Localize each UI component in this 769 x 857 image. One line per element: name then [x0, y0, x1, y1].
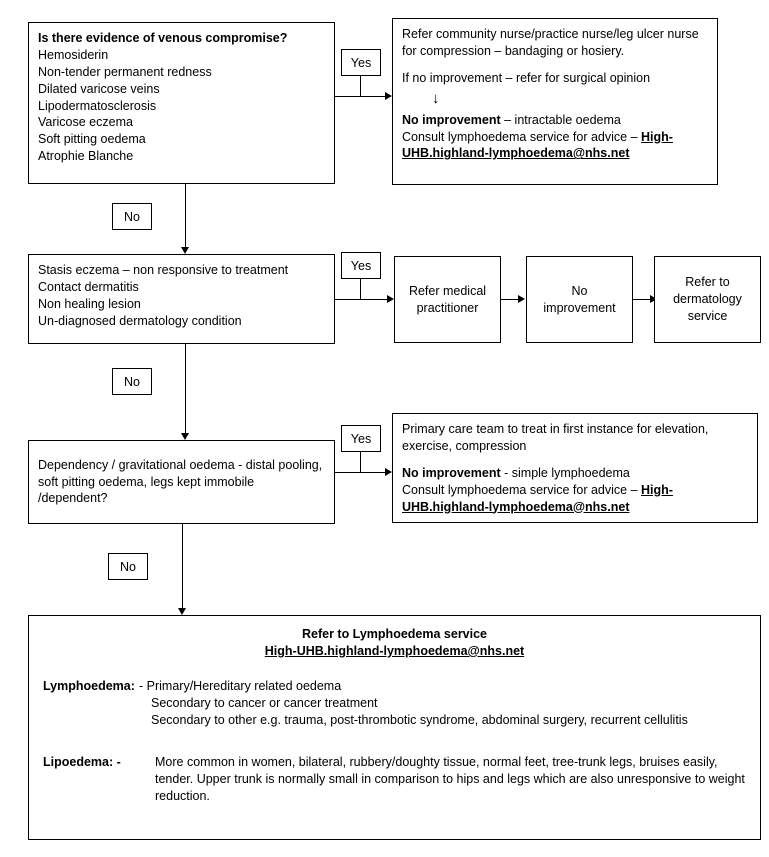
connector-label-no-2-text: No [124, 374, 140, 389]
connector-line [185, 344, 186, 433]
lipoedema-section [43, 754, 746, 805]
lymphoedema-line: - Primary/Hereditary related oedema [139, 678, 342, 693]
lymphoedema-line: Secondary to other e.g. trauma, post-thrombotic syndrome, abdominal surgery, recurrent cellulitis [151, 712, 688, 727]
venous-action-line4 [402, 129, 708, 163]
connector-label-yes-2-text: Yes [350, 258, 372, 273]
connector-line [182, 524, 183, 608]
venous-question-item: Soft pitting oedema [38, 132, 146, 147]
node-dependency-question [28, 440, 335, 524]
lymphoedema-line: Secondary to cancer or cancer treatment [151, 695, 378, 710]
connector-label-no-2 [112, 368, 152, 395]
arrow-head-icon [178, 608, 186, 615]
dependency-action-line2 [402, 465, 748, 482]
lymphoedema-label: Lymphoedema: [43, 678, 135, 693]
connector-label-no-3 [108, 553, 148, 580]
dermatology-question-item: Non healing lesion [38, 296, 141, 311]
connector-label-no-1-text: No [124, 209, 140, 224]
node-venous-compromise-question [28, 22, 335, 184]
connector-label-no-1 [112, 203, 152, 230]
connector-line [633, 299, 650, 300]
node-refer-medical-practitioner [394, 256, 501, 343]
connector-line [360, 452, 361, 472]
arrow-head-icon [181, 247, 189, 254]
connector-label-no-3-text: No [120, 559, 136, 574]
venous-question-item: Lipodermatosclerosis [38, 98, 157, 113]
venous-action-line3 [402, 112, 708, 129]
dependency-action-line3 [402, 482, 748, 516]
refer-medical-practitioner-text: Refer medical practitioner [408, 283, 487, 315]
no-improvement-text: No improvement [543, 283, 616, 315]
lipoedema-label: Lipoedema: - [43, 755, 121, 770]
lymphoedema-email-link[interactable]: High-UHB.highland-lymphoedema@nhs.net [402, 129, 673, 161]
dermatology-question-item: Contact dermatitis [38, 279, 139, 294]
connector-line [360, 279, 361, 299]
node-refer-dermatology-service [654, 256, 761, 343]
connector-line [335, 96, 385, 97]
dermatology-question-item: Un-diagnosed dermatology condition [38, 313, 242, 328]
connector-label-yes-1 [341, 49, 381, 76]
connector-label-yes-1-text: Yes [350, 55, 372, 70]
lymphoedema-email-link[interactable]: High-UHB.highland-lymphoedema@nhs.net [402, 482, 673, 514]
node-dependency-yes-action [392, 413, 758, 523]
lymphoedema-section [43, 678, 746, 729]
arrow-head-icon [385, 468, 392, 476]
connector-line [360, 76, 361, 96]
venous-action-line1: Refer community nurse/practice nurse/leg ulcer nurse for compression – bandaging or hosiery. [402, 27, 699, 58]
connector-line [501, 299, 518, 300]
venous-question-item: Varicose eczema [38, 115, 133, 130]
arrow-head-icon [181, 433, 189, 440]
venous-question-heading: Is there evidence of venous compromise? [38, 31, 288, 45]
connector-label-yes-3 [341, 425, 381, 452]
node-dermatology-question [28, 254, 335, 344]
dependency-action-line2-bold: No improvement [402, 465, 501, 480]
connector-line [335, 299, 387, 300]
refer-dermatology-text: Refer to dermatology service [673, 275, 742, 323]
dependency-action-line2-rest: - simple lymphoedema [500, 465, 630, 480]
venous-action-line3-bold: No improvement [402, 112, 501, 127]
venous-action-line2: If no improvement – refer for surgical opinion [402, 70, 651, 85]
arrow-head-icon [518, 295, 525, 303]
dependency-question-text: Dependency / gravitational oedema - distal pooling, soft pitting oedema, legs kept immobile /dependent? [38, 457, 323, 506]
dependency-action-line1: Primary care team to treat in first instance for elevation, exercise, compression [402, 422, 709, 453]
venous-question-item: Atrophie Blanche [38, 149, 134, 164]
connector-label-yes-2 [341, 252, 381, 279]
final-referral-email-wrap [43, 643, 746, 660]
node-no-improvement [526, 256, 633, 343]
node-final-referral [28, 615, 761, 840]
connector-line [335, 472, 385, 473]
venous-question-item: Hemosiderin [38, 47, 109, 62]
final-referral-title: Refer to Lymphoedema service [301, 627, 488, 641]
dermatology-question-item: Stasis eczema – non responsive to treatment [38, 263, 289, 277]
venous-action-line3-rest: – intractable oedema [500, 112, 621, 127]
lymphoedema-email-link[interactable]: High-UHB.highland-lymphoedema@nhs.net [264, 643, 525, 658]
node-venous-yes-action [392, 18, 718, 185]
venous-question-item: Dilated varicose veins [38, 81, 160, 96]
venous-question-item: Non-tender permanent redness [38, 64, 212, 79]
connector-label-yes-3-text: Yes [350, 431, 372, 446]
lipoedema-text: More common in women, bilateral, rubbery/doughty tissue, normal feet, tree-trunk legs, bruises easily, tender. Upper trunk is normally small in comparison to hips and legs which are also unresponsive to weight reduction. [155, 755, 745, 804]
connector-line [185, 184, 186, 247]
dependency-action-consult-text: Consult lymphoedema service for advice – [402, 482, 642, 497]
arrow-head-icon [385, 92, 392, 100]
venous-action-consult-text: Consult lymphoedema service for advice – [402, 129, 642, 144]
down-arrow-icon: ↓ [432, 89, 440, 107]
arrow-head-icon [387, 295, 394, 303]
